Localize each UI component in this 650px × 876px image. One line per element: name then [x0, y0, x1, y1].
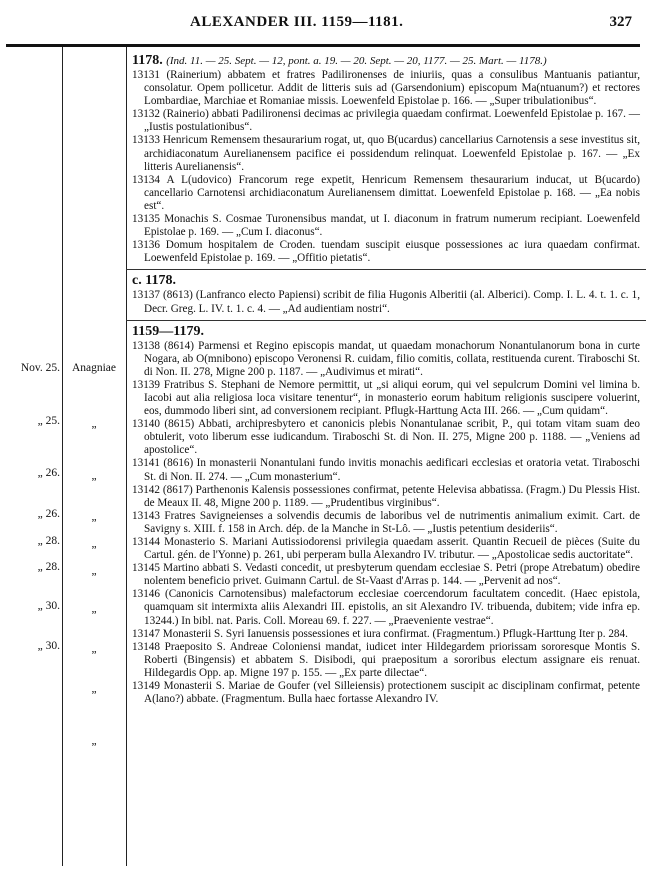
- year-label: c. 1178.: [132, 273, 176, 289]
- regest-entry: 13131 (Rainerium) abbatem et fratres Padilironenses de iniuriis, quas a consulibus Mantuanis patiantur, consolatur. Opem pollicetur. Addit de litteris suis ad (Garsendonium) episcopum Ma(ntuanum?) et rectores Lombardiae, Marchiae et Romaniae missis. Loewenfeld Epistolae p. 166. — „Super tribulationibus“.: [132, 69, 640, 108]
- regest-entry: 13146 (Canonicis Carnotensibus) malefactorum ecclesiae coercendorum facultatem concedit. (Haec epistola, quamquam sit intermixta aliis Alexandri III. epistolis, an sit Alexandro IV. tribuenda, dubitem; vide infra ep. 13244.) In bibl. nat. Paris. Coll. Moreau 69. f. 227. — „Praeveniente vestrae“.: [132, 588, 640, 627]
- regest-entry: 13143 Fratres Savigneienses a solvendis decumis de laboribus vel de nutrimentis animalium eximit. Cart. de Savigny s. XIII. f. 158 in Arch. dép. de la Manche in St-Lô. — „Iustis petentium desideriis“.: [132, 509, 640, 535]
- year-label: 1159—1179.: [132, 323, 204, 339]
- margin-date: „ 26.: [37, 467, 60, 479]
- regest-entry: 13132 (Rainerio) abbati Padilironensi decimas ac privilegia quaedam confirmat. Loewenfeld Epistolae p. 167. — „Iustis postulationibus“.: [132, 108, 640, 134]
- regest-entry: 13135 Monachis S. Cosmae Turonensibus mandat, ut I. diaconum in fratrum numerum recipiant. Loewenfeld Epistolae p. 169. — „Cum I. diaconus“.: [132, 213, 640, 239]
- year-heading: [132, 324, 640, 340]
- margin-place: Anagniae: [71, 362, 117, 374]
- margin-date: „ 28.: [37, 561, 60, 573]
- regest-entry: 13144 Monasterio S. Mariani Autissiodorensi privilegia quaedam asserit. Quantin Recueil de pièces (Suite du Cartul. gén. de l'Yonne) p. 261, ubi perperam bulla Alexandro IV. tributur. — „Apostolicae sedis auctoritate“.: [132, 536, 640, 562]
- margin-place: „: [91, 603, 97, 615]
- regest-entry: 13134 A L(udovico) Francorum rege expetit, Henricum Remensem thesaurarium inducat, ut B(ucardo) cancellario Carnotensi archidiaconatum Aurelianensem dimittat. Loewenfeld Epistolae p. 168. — „Ea nobis est“.: [132, 173, 640, 212]
- margin-date: Nov. 25.: [20, 362, 60, 374]
- margin-date: „ 30.: [37, 640, 60, 652]
- regest-entry: 13142 (8617) Parthenonis Kalensis possessiones confirmat, petente Helevisa abbatissa. (Fragm.) Du Plessis Hist. de Meaux II. 48, Migne 200 p. 1189. — „Prudentibus virginibus“.: [132, 483, 640, 509]
- year-label: 1178.: [132, 53, 163, 68]
- margin-place: „: [91, 470, 97, 482]
- margin-place: „: [91, 418, 97, 430]
- margin-place: „: [91, 538, 97, 550]
- regest-entry: 13148 Praeposito S. Andreae Coloniensi mandat, iudicet inter Hildegardem priorissam sororesque Montis S. Roberti (Bingensis) et abbatem S. Disibodi, qui praepositum a sororibus electum assignare eis renuat. Hildegardis Opp. ap. Migne 197 p. 155. — „Ex parte dilectae“.: [132, 640, 640, 679]
- header-rule: [6, 44, 640, 47]
- page-header: [0, 14, 650, 38]
- main-text-column: [132, 51, 640, 706]
- margin-place: „: [91, 643, 97, 655]
- regest-entry: 13140 (8615) Abbati, archipresbytero et canonicis plebis Nonantulanae scribit, P., qui totam vitam suam deo obtulerit, voto liberum esse iudicandum. Tiraboschi St. di Non. II. 275, Migne 200 p. 1188. — „Veniens ad apostolice“.: [132, 418, 640, 457]
- year-heading: [132, 273, 640, 289]
- page-number: 327: [609, 14, 632, 30]
- running-title: ALEXANDER III. 1159—1181.: [190, 14, 404, 30]
- regest-entry: 13136 Domum hospitalem de Croden. tuendam suscipit eiusque possessiones ac iura quaedam confirmat. Loewenfeld Epistolae p. 169. — „Offitio pietatis“.: [132, 239, 640, 265]
- regest-entry: 13147 Monasterii S. Syri Ianuensis possessiones et iura confirmat. (Fragmentum.) Pflugk-Harttung Iter p. 284.: [132, 627, 628, 640]
- section-rule: [126, 320, 646, 321]
- margin-date: „ 30.: [37, 600, 60, 612]
- column-divider-place: [126, 47, 127, 866]
- regest-entry: 13141 (8616) In monasterii Nonantulani fundo invitis monachis aedificari ecclesias et oratoria vetat. Tiraboschi St. di Non. II. 274. — „Cum monasterium“.: [132, 457, 640, 483]
- margin-date: „ 25.: [37, 415, 60, 427]
- margin-place: „: [91, 565, 97, 577]
- regest-entry: 13138 (8614) Parmensi et Regino episcopis mandat, ut quaedam monachorum Nonantulanorum bona in curte Nogara, ab O(mnibono) episcopo Veronensi R. cuidam, filio comitis, collata, restituenda curent. Tiraboschi St. di Non. II. 278, Migne 200 p. 1187. — „Audivimus et mirati“.: [132, 339, 640, 378]
- regest-entry: 13145 Martino abbati S. Vedasti concedit, ut presbyterum quendam ecclesiae S. Petri (prope Atrebatum) obedire nolentem beneficio privet. Guimann Cartul. de St-Vaast d'Arras p. 144. — „Pervenit ad nos“.: [132, 562, 640, 588]
- section-rule: [126, 269, 646, 270]
- margin-date: „ 28.: [37, 535, 60, 547]
- year-heading: [132, 53, 640, 69]
- regest-entry: 13133 Henricum Remensem thesaurarium rogat, ut, quo B(ucardus) cancellarius Carnotensis a sese investitus sit, archidiaconatum Aurelianensem pacifice ei possidendum relinquat. Loewenfeld Epistolae p. 167. — „Ex litteris Aurelianensis“.: [132, 134, 640, 173]
- margin-place: „: [91, 511, 97, 523]
- regest-entry: 13139 Fratribus S. Stephani de Nemore permittit, ut „si aliqui eorum, qui vel sepulcrum Domini vel limina b. Iacobi aut alia religiosa loca visitare tenentur“, in monasterio eorum habitum religionis suscipere voluerint, eos, dummodo liberi sint, ad conversionem recipiant. Pflugk-Harttung Acta III. 266. — „Cum quidam“.: [132, 378, 640, 418]
- indiction-note: (Ind. 11. — 25. Sept. — 12, pont. a. 19. — 20. Sept. — 20, 1177. — 25. Mart. — 1178.): [166, 55, 547, 67]
- regest-entry: 13149 Monasterii S. Mariae de Goufer (vel Silleiensis) protectionem suscipit ac disciplinam confirmat, petente A(lano?) abbate. (Fragmentum. Bulla haec fortasse Alexandro IV.: [132, 680, 640, 706]
- margin-date: „ 26.: [37, 508, 60, 520]
- margin-place: „: [91, 683, 97, 695]
- margin-place: „: [91, 735, 97, 747]
- column-divider-date: [62, 47, 63, 866]
- regest-entry: 13137 (8613) (Lanfranco electo Papiensi) scribit de filia Hugonis Alberitii (al. Alberici). Comp. I. L. 4. t. 1. c. 1, Decr. Greg. L. IV. t. 1. c. 4. — „Ad audientiam nostri“.: [132, 289, 640, 315]
